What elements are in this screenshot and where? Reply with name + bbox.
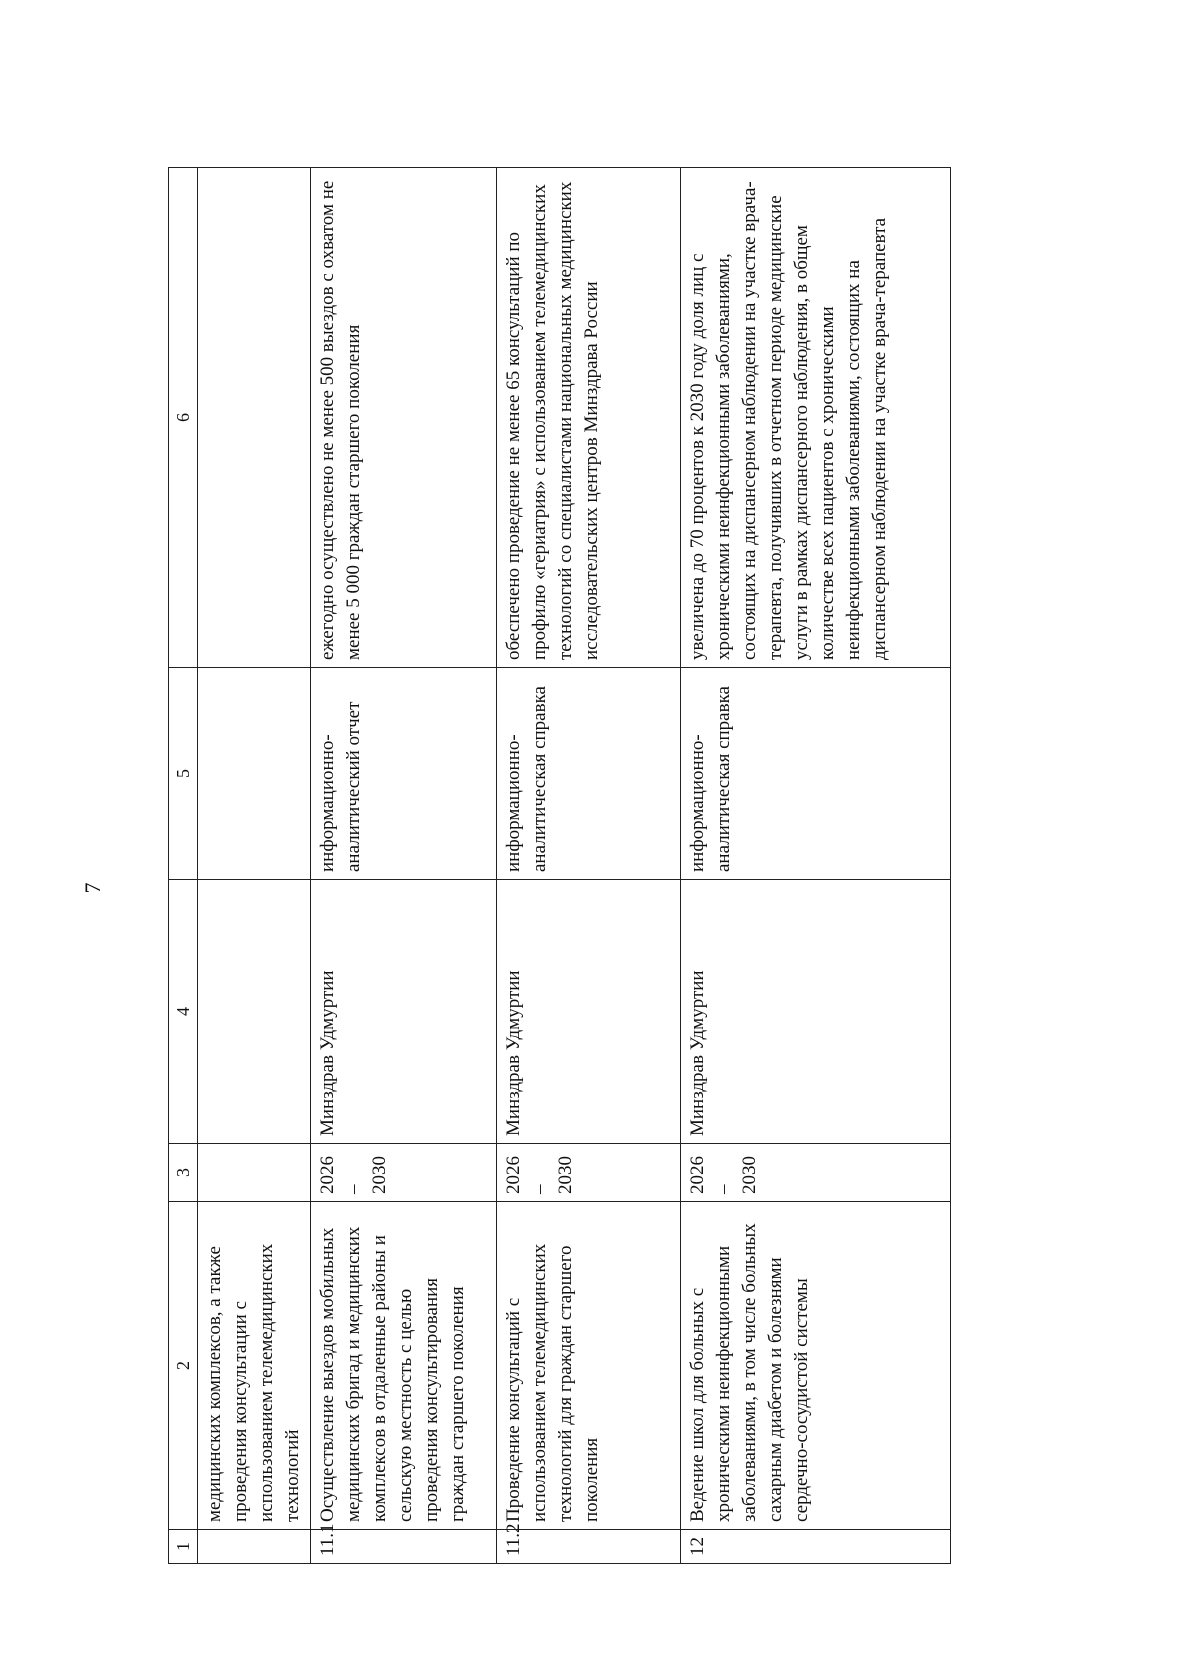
report-form-cell [198, 668, 311, 880]
report-form-cell: информационно-аналитический отчет [311, 668, 497, 880]
header-col-4: 4 [169, 880, 198, 1144]
period-cell: 2026 – 2030 [497, 1144, 681, 1202]
result-cell: ежегодно осуществлено не менее 500 выездов с охватом не менее 5 000 граждан старшего поколения [311, 168, 497, 668]
plan-table [168, 167, 951, 1564]
result-cell: обеспечено проведение не менее 65 консультаций по профилю «гериатрия» с использованием телемедицинских технологий со специалистами национальных медицинских исследовательских центров Минздрава России [497, 168, 681, 668]
header-col-1: 1 [169, 1530, 198, 1564]
activity-cell: Ведение школ для больных с хроническими неинфекционными заболеваниями, в том числе больных сахарным диабетом и болезнями сердечно-сосудистой системы [681, 1202, 951, 1530]
header-col-5: 5 [169, 668, 198, 880]
header-col-2: 2 [169, 1202, 198, 1530]
table-row [681, 168, 951, 1564]
report-form-cell: информационно-аналитическая справка [681, 668, 951, 880]
period-cell: 2026 – 2030 [681, 1144, 951, 1202]
executor-cell: Минздрав Удмуртии [497, 880, 681, 1144]
result-cell [198, 168, 311, 668]
executor-cell [198, 880, 311, 1144]
period-cell [198, 1144, 311, 1202]
header-col-3: 3 [169, 1144, 198, 1202]
report-form-cell: информационно-аналитическая справка [497, 668, 681, 880]
header-col-6: 6 [169, 168, 198, 668]
activity-cell: Проведение консультаций с использованием телемедицинских технологий для граждан старшего поколения [497, 1202, 681, 1530]
rotated-page [0, 120, 1200, 1656]
executor-cell: Минздрав Удмуртии [311, 880, 497, 1144]
activity-cell: Осуществление выездов мобильных медицинских бригад и медицинских комплексов в отдаленные районы и сельскую местность с целью проведения консультирования граждан старшего поколения [311, 1202, 497, 1530]
table-row [198, 168, 311, 1564]
activity-cell: медицинских комплексов, а также проведения консультации с использованием телемедицинских технологий [198, 1202, 311, 1530]
row-number [198, 1530, 311, 1564]
row-number: 11.2 [497, 1530, 681, 1564]
page-number: 7 [80, 882, 105, 894]
executor-cell: Минздрав Удмуртии [681, 880, 951, 1144]
table-row [311, 168, 497, 1564]
row-number: 12 [681, 1530, 951, 1564]
row-number: 11.1 [311, 1530, 497, 1564]
table-header-row [169, 168, 198, 1564]
result-cell: увеличена до 70 процентов к 2030 году доля лиц с хроническими неинфекционными заболеваниями, состоящих на диспансерном наблюдении на участке врача-терапевта, получивших в отчетном периоде медицинские услуги в рамках диспансерного наблюдения, в общем количестве всех пациентов с хроническими неинфекционными заболеваниями, состоящих на диспансерном наблюдении на участке врача-терапевта [681, 168, 951, 668]
table-row [497, 168, 681, 1564]
period-cell: 2026 – 2030 [311, 1144, 497, 1202]
